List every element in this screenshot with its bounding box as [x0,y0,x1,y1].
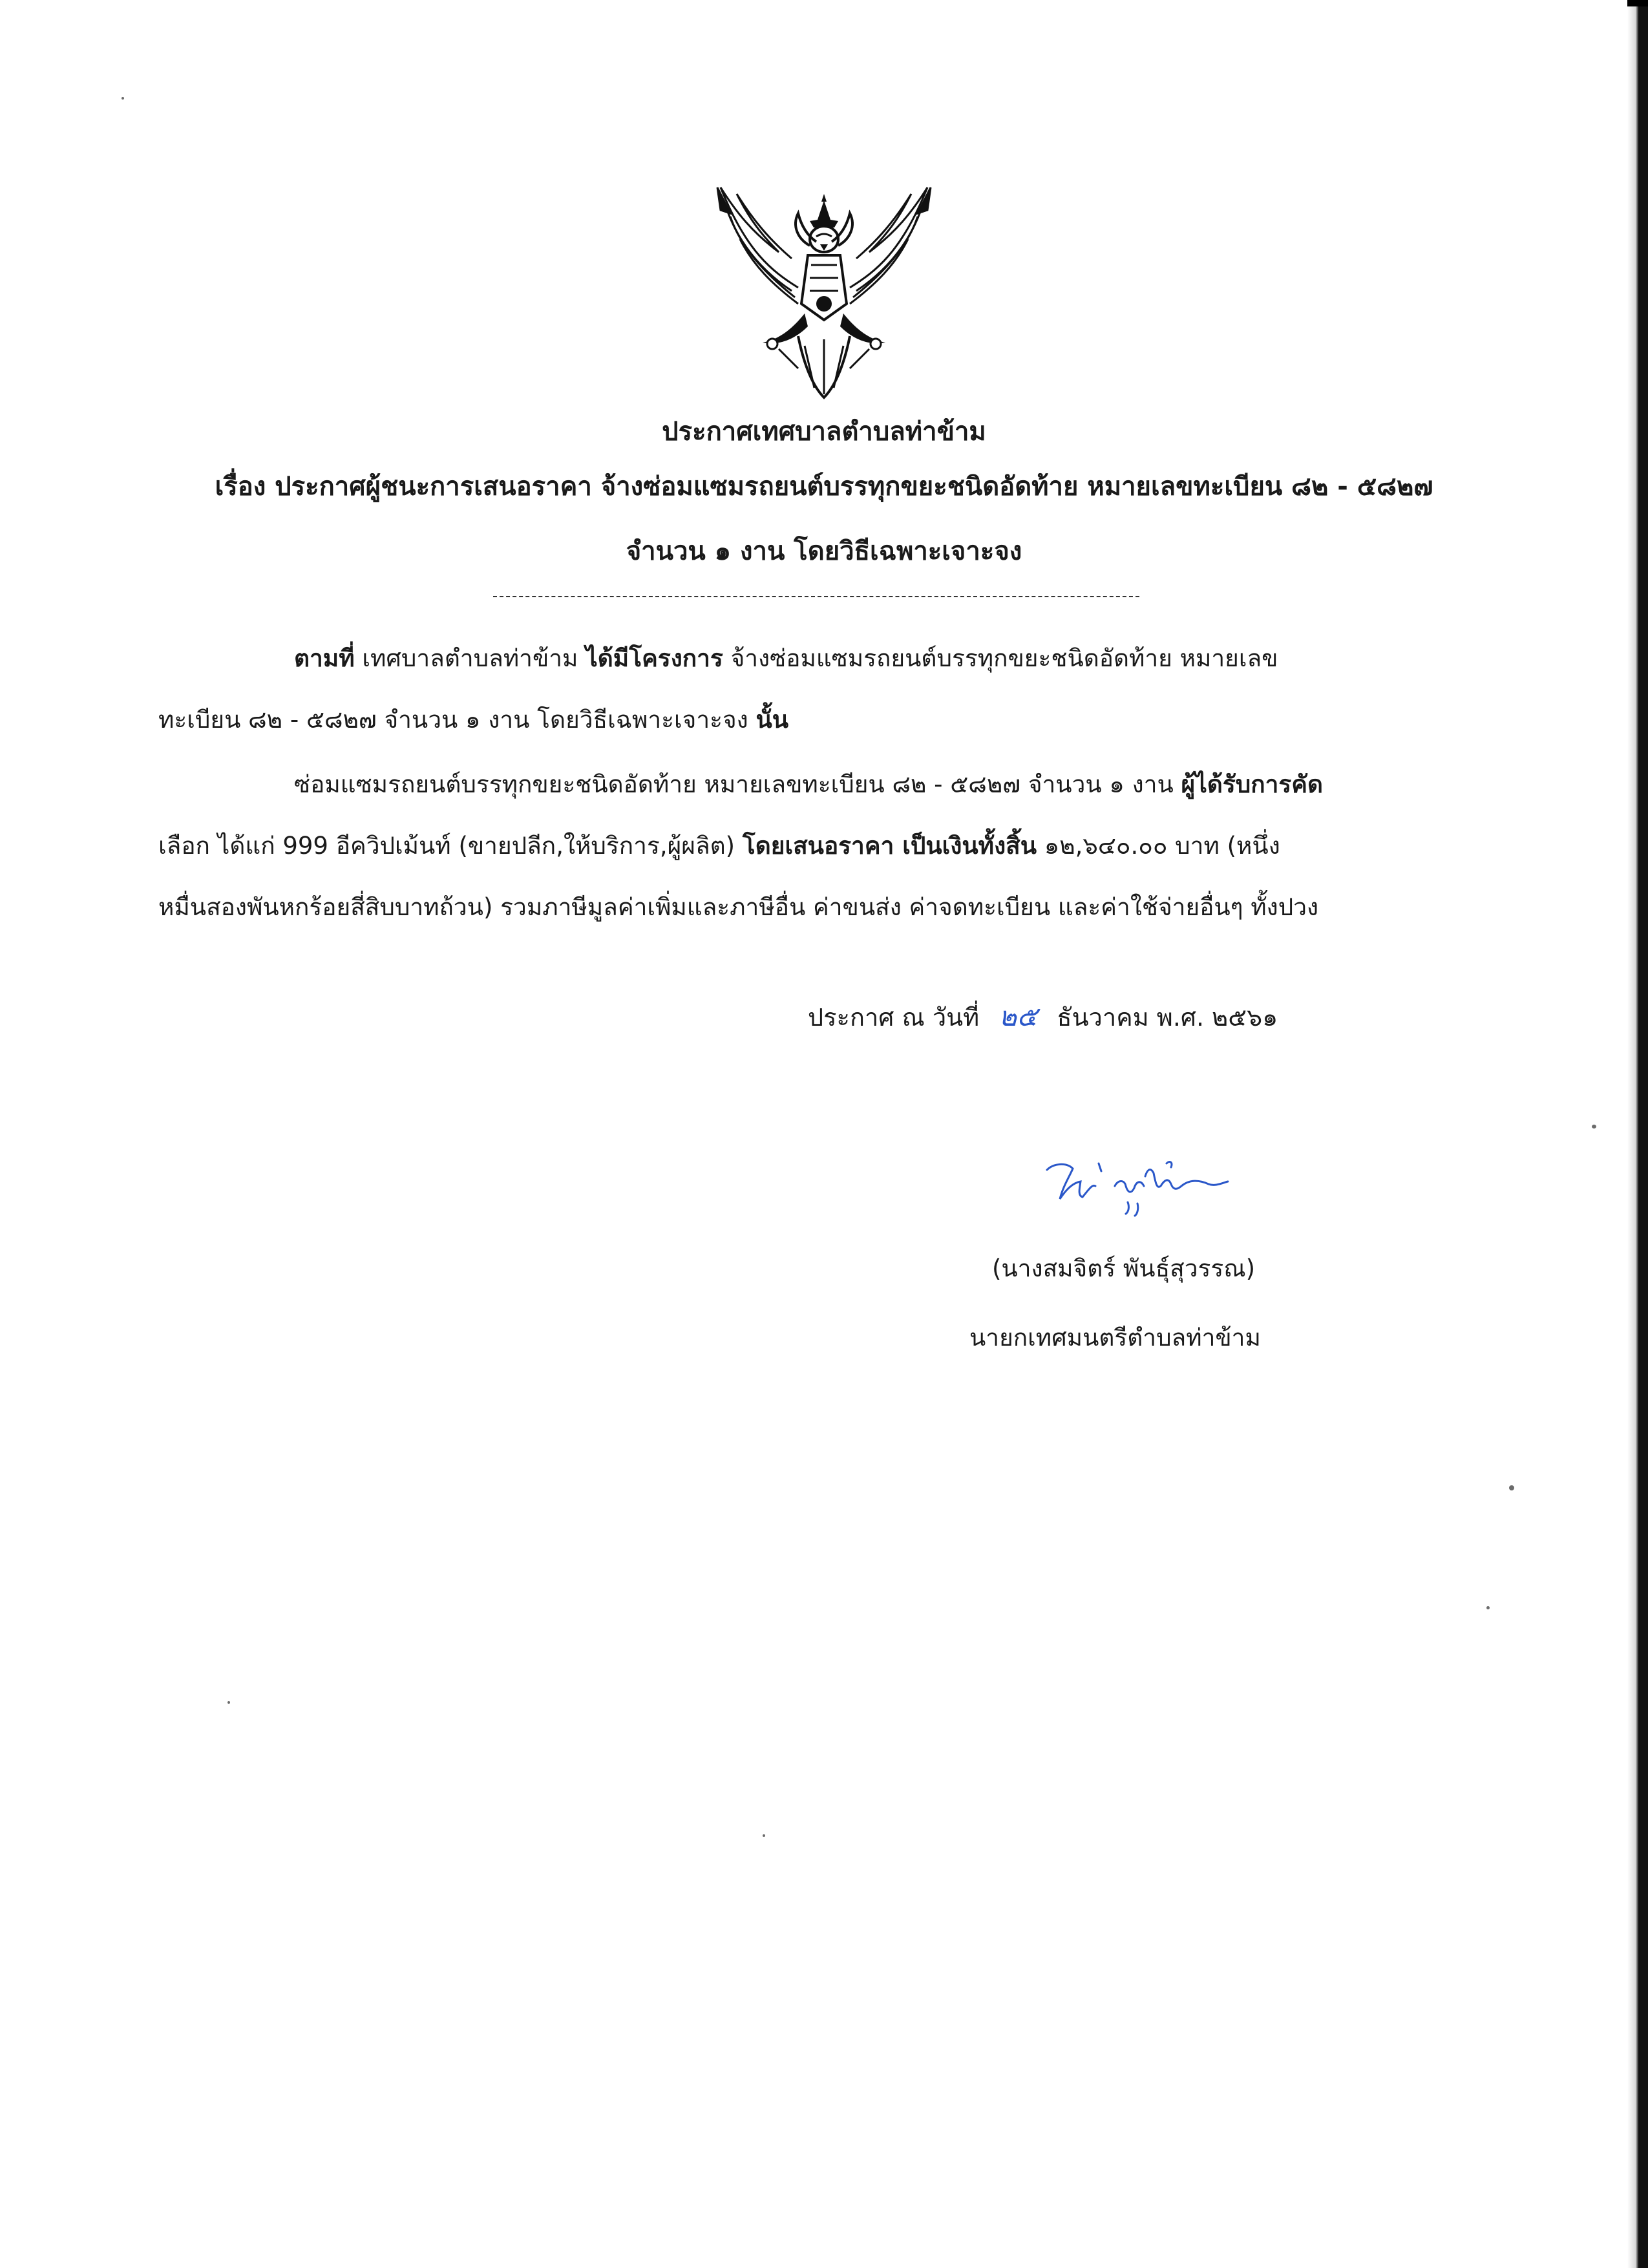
paragraph-1-line-2 [158,708,788,732]
para1-end: นั้น [755,706,789,734]
para1-org: เทศบาลตำบลท่าข้าม [354,644,586,672]
date-suffix: ธันวาคม พ.ศ. ๒๕๖๑ [1057,1003,1278,1032]
handwritten-signature [1034,1150,1247,1228]
date-day-handwritten: ๒๕ [998,1001,1038,1032]
scan-speck [1486,1606,1490,1609]
garuda-emblem-icon [701,175,947,407]
para1-lead: ตามที่ [294,644,355,672]
scan-speck [1509,1485,1514,1490]
signatory-position: นายกเทศมนตรีตำบลท่าข้าม [969,1324,1261,1351]
paragraph-1-line-1 [294,646,1278,670]
para1-project-label: ได้มีโครงการ [586,644,723,672]
para1-registration: ทะเบียน ๘๒ - ๕๘๒๗ จำนวน ๑ งาน โดยวิธีเฉพาะเจาะจง [158,706,756,734]
date-prefix: ประกาศ ณ วันที่ [808,1003,980,1032]
subject-line-1: เรื่อง ประกาศผู้ชนะการเสนอราคา จ้างซ่อมแซมรถยนต์บรรทุกขยะชนิดอัดท้าย หมายเลขทะเบียน ๘๒ - ๕๘๒๗ [215,472,1433,502]
scan-speck [227,1701,230,1704]
para2-winner: 999 อีควิปเม้นท์ (ขายปลีก,ให้บริการ,ผู้ผลิต) [275,832,743,860]
para2-inclusions: รวมภาษีมูลค่าเพิ่มและภาษีอื่น ค่าขนส่ง ค่าจดทะเบียน และค่าใช้จ่ายอื่นๆ ทั้งปวง [492,893,1319,921]
para1-project: จ้างซ่อมแซมรถยนต์บรรทุกขยะชนิดอัดท้าย หมายเลข [723,644,1278,672]
announcement-title: ประกาศเทศบาลตำบลท่าข้าม [662,417,986,447]
scan-speck [1592,1125,1596,1129]
announcement-date [808,995,1278,1038]
para2-price-label: โดยเสนอราคา เป็นเงินทั้งสิ้น [742,832,1037,860]
para2-price-words: หมื่นสองพันหกร้อยสี่สิบบาทถ้วน) [158,893,493,921]
para2-select: เลือก ได้แก่ [158,832,275,860]
para2-item: ซ่อมแซมรถยนต์บรรทุกขยะชนิดอัดท้าย หมายเลขทะเบียน ๘๒ - ๕๘๒๗ จำนวน ๑ งาน [294,770,1181,798]
signatory-name: (นางสมจิตร์ พันธุ์สุวรรณ) [992,1255,1256,1282]
paragraph-2-line-2 [158,834,1280,858]
scan-speck [763,1834,765,1837]
scan-corner-mark [1627,0,1648,6]
paragraph-2-line-3 [158,895,1318,919]
separator-line [493,596,1139,597]
para2-winner-label: ผู้ได้รับการคัด [1181,770,1324,798]
subject-line-2: จำนวน ๑ งาน โดยวิธีเฉพาะเจาะจง [626,536,1022,566]
scan-speck [121,97,124,100]
scan-edge-shadow [1627,0,1648,2268]
paragraph-2-line-1 [294,772,1323,796]
para2-price: ๑๒,๖๔๐.๐๐ บาท (หนึ่ง [1037,832,1280,860]
